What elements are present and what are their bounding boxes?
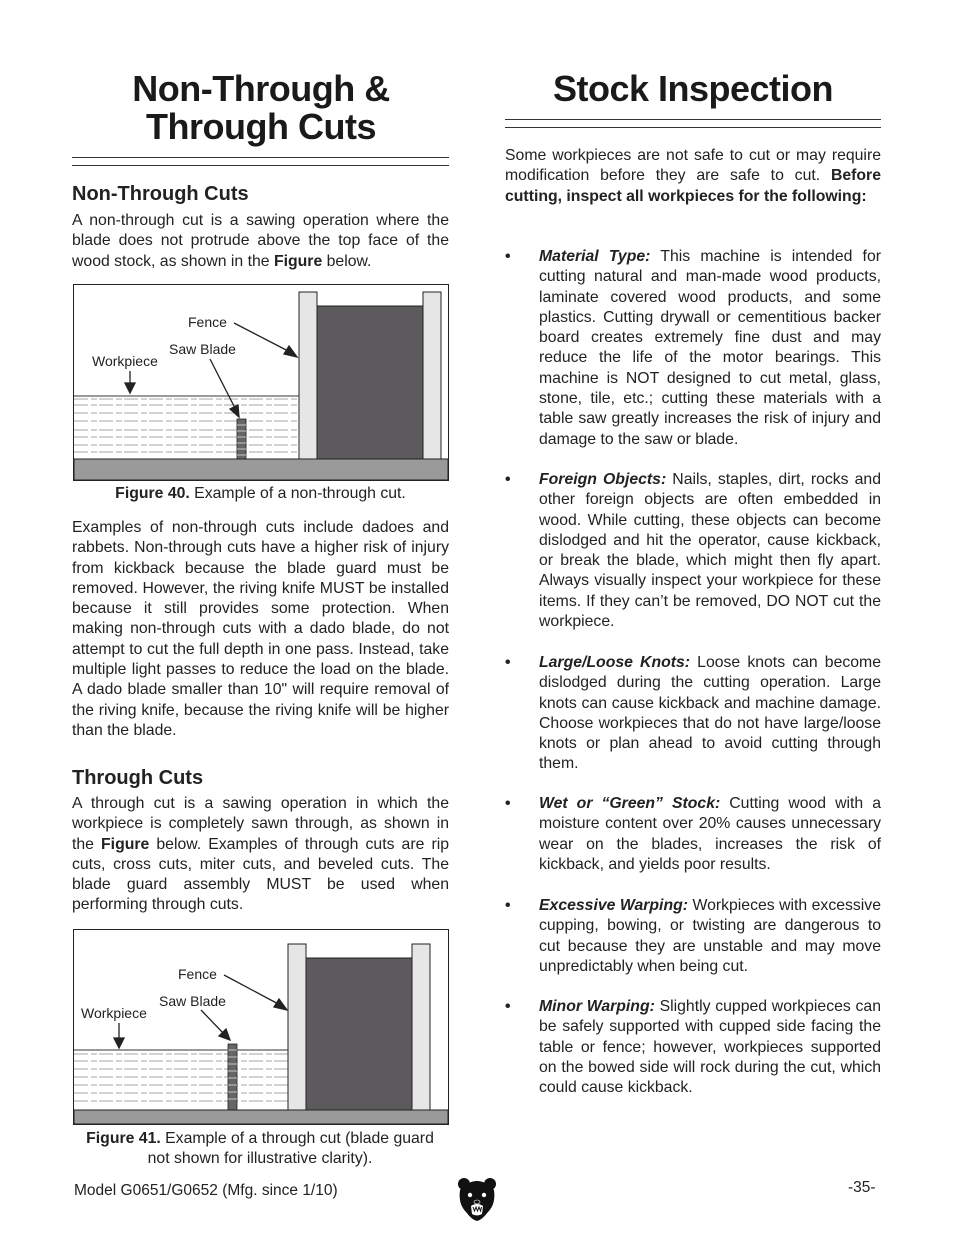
left-title-line1: Non-Through & [132,68,390,109]
nonthrough-intro-end: below. [322,252,372,270]
bullet-text [539,896,881,977]
figure-41-illustration [74,930,448,1124]
bullet-description: Loose knots can become dislodged during the cutting operation. Large knots can cause kickback and machine damage. Choose workpieces that do not have large/loose knots or plan ahead to avoid cutting through them. [539,654,881,773]
nonthrough-body: Examples of non-through cuts include dadoes and rabbets. Non-through cuts have a higher risk of injury from kickback because the blade guard must be removed. However, the riving knife MUST be installed because it still provides some protection. When making non-through cuts with a dado blade, do not attempt to cut the full depth in one pass. Instead, take multiple light passes to reduce the load on the blade. A dado blade smaller than 10" will require removal of the riving knife, because the riving knife will be higher than the blade. [72,519,449,739]
fence-face-left [288,944,306,1110]
fence-face-right [423,292,441,459]
workpiece-grain [74,399,299,452]
nonthrough-intro [72,211,449,272]
left-title-rule-top [72,157,449,158]
through-heading: Through Cuts [72,767,204,789]
figure-40-illustration [74,285,448,480]
bullet-description: Nails, staples, dirt, rocks and other foreign objects are often embedded in wood. While cutting, these objects can become dislodged and hit the operator, cause kickback, or break the blade, which might then fly apart. Always visually inspect your workpiece for these items. If they can’t be removed, DO NOT cut the workpiece. [539,471,881,631]
bullet-dot: • [505,998,511,1015]
workpiece-grain [74,1054,288,1101]
footer-model: Model G0651/G0652 (Mfg. since 1/10) [74,1182,338,1199]
saw-blade-label: Saw Blade [159,993,226,1009]
bullet-dot: • [505,248,511,265]
stock-intro-emphasis: Before cutting, inspect all workpieces for the following: [505,167,881,205]
nonthrough-intro-figure-ref: Figure [273,252,323,270]
left-title [72,70,450,146]
bullet-dot: • [505,795,511,812]
figure-41 [73,929,449,1125]
left-title-line2: Through Cuts [146,106,376,147]
figure-41-caption-number: Figure 41. [86,1130,161,1147]
nonthrough-heading: Non-Through Cuts [72,183,249,205]
bullet-description: Cutting wood with a moisture content over 20% causes unnecessary wear on the blades, increases the risk of kickback, and yields poor results. [539,795,881,873]
figure-40-caption-number: Figure 40. [115,485,190,502]
right-title-rule-bottom [505,127,881,128]
bullet-description: This machine is intended for cutting natural and man-made wood products, laminate covered wood products, and some plastics. Cutting drywall or cementitious backer board creates extremely fine dust and may reduce the life of the motor bearings. This machine is NOT designed to cut metal, glass, stone, tile, etc.; cutting these materials with a table saw greatly increases the risk of injury and damage to the saw or blade. [539,248,881,448]
figure-41-caption-text: Example of a through cut (blade guard not shown for illustrative clarity). [147,1130,434,1167]
bullet-text [539,247,881,450]
bullet-term: Material Type: [539,248,651,265]
workpiece-label: Workpiece [81,1005,147,1021]
bullet-term: Excessive Warping: [539,897,689,914]
bullet-text [539,470,881,632]
saw-blade-label: Saw Blade [169,341,236,357]
bullet-dot: • [505,471,511,488]
bullet-dot: • [505,897,511,914]
fence-label: Fence [178,966,217,982]
through-intro [72,794,449,916]
fence-body [306,958,412,1110]
bullet-description: Slightly cupped workpieces can be safely supported with cupped side facing the table or fence; however, workpieces supported on the bowed side will rock during the cut, which could cause kickback. [539,998,881,1097]
through-intro-figure-ref: Figure [101,835,150,853]
callout-arrows [125,323,297,417]
right-title: Stock Inspection [552,68,834,109]
nonthrough-intro-text: A non-through cut is a sawing operation where the blade does not protrude above the top face of the wood stock, as shown in the [72,212,449,270]
footer-page-number: -35- [848,1179,876,1196]
bullet-description: Workpieces with excessive cupping, bowing, or twisting are dangerous to cut because they are unstable and may move unpredictably when being cut. [539,897,881,975]
figure-40-caption [72,484,449,504]
figure-41-caption [80,1129,440,1169]
right-title-rule-top [505,119,881,120]
through-intro-end: below. Examples of through cuts are rip cuts, cross cuts, miter cuts, and beveled cuts. The blade guard assembly MUST be used when performing through cuts. [72,835,449,914]
fence-face-right [412,944,430,1110]
bullet-text [539,653,881,775]
figure-40-caption-text: Example of a non-through cut. [189,485,406,502]
bullet-term: Foreign Objects: [539,471,667,488]
bullet-term: Wet or “Green” Stock: [539,795,721,812]
fence-label: Fence [188,314,227,330]
bullet-dot: • [505,654,511,671]
bullet-text [539,794,881,875]
workpiece-label: Workpiece [92,353,158,369]
bear-head-logo-icon [456,1176,498,1222]
stock-intro [505,146,881,207]
figure-40 [73,284,449,481]
saw-table [74,1110,448,1124]
bullet-term: Minor Warping: [539,998,655,1015]
saw-table [74,459,448,480]
left-title-rule-bottom [72,165,449,166]
bullet-term: Large/Loose Knots: [539,654,691,671]
stock-intro-text: Some workpieces are not safe to cut or may require modification before they are safe to cut. [505,147,881,185]
fence-body [317,306,423,459]
fence-face-left [299,292,317,459]
saw-blade [228,1044,237,1110]
bullet-text [539,997,881,1098]
through-intro-text: A through cut is a sawing operation in which the workpiece is completely sawn through, as shown in the [72,795,449,853]
